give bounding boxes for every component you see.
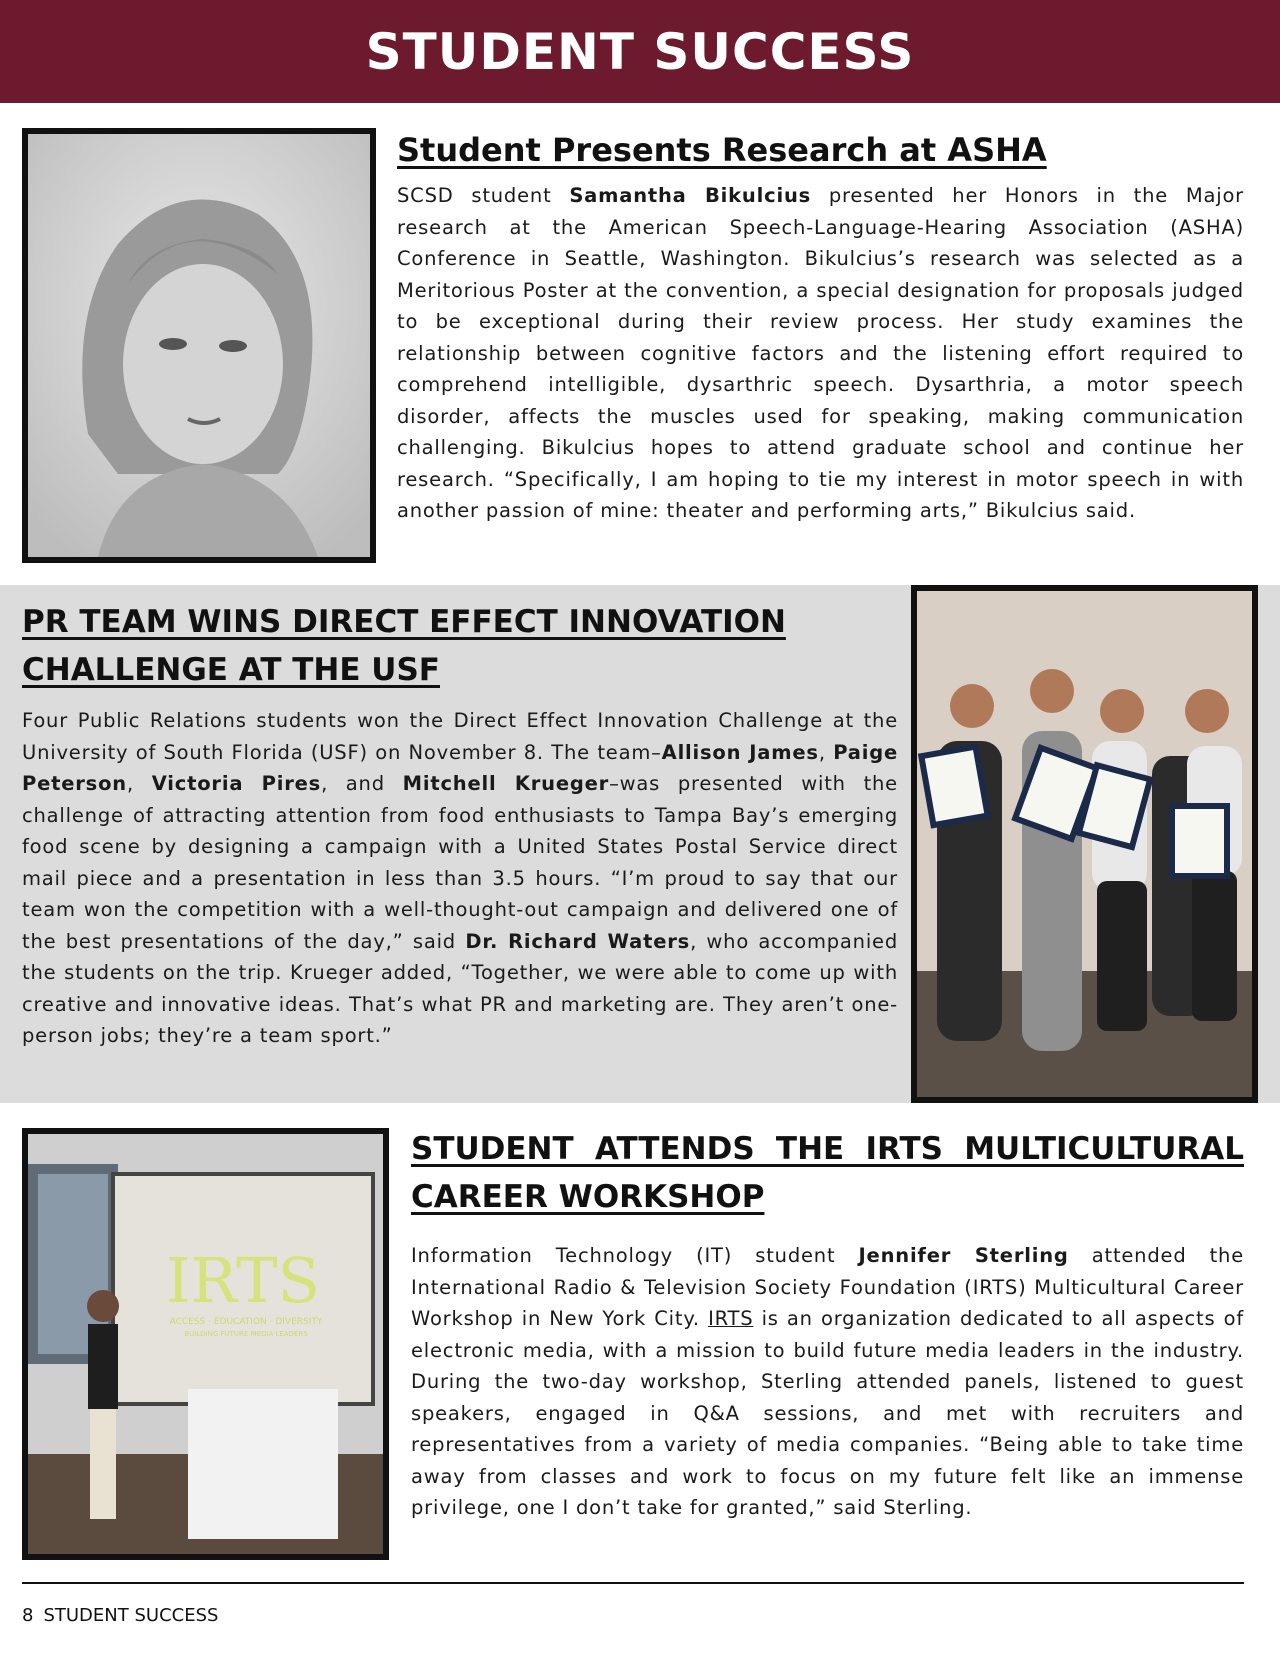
article3-text-3: is an organization dedicated to all aspects of electronic media, with a mission to build future media leaders in the industry. During the two-day workshop, Sterling attended panels, listened to guest speakers, engaged in Q&A sessions, and met with recruiters and representatives from a variety of media companies. “Being able to take time away from classes and work to focus on my future felt like an immense privilege, one I don’t take for granted,” said Sterling. bbox=[411, 1307, 1244, 1519]
article3-text-1: Information Technology (IT) student bbox=[411, 1244, 859, 1267]
article1-body bbox=[397, 180, 1244, 527]
article1-headline: Student Presents Research at ASHA bbox=[397, 131, 1047, 169]
page-footer bbox=[22, 1605, 228, 1626]
article1-text-2: presented her Honors in the Major research at the American Speech-Language-Hearing Association (ASHA) Conference in Seattle, Washington. Bikulcius’s research was selected as a Meritorious Poster at the convention, a special designation for proposals judged to be exceptional during their review process. Her study examines the relationship between cognitive factors and the listening effort required to comprehend intelligible, dysarthric speech. Dysarthria, a motor speech disorder, affects the muscles used for speaking, making communication challenging. Bikulcius hopes to attend graduate school and continue her research. “Specifically, I am hoping to tie my interest in motor speech in with another passion of mine: theater and performing arts,” Bikulcius said. bbox=[397, 184, 1244, 522]
article1-text-1: SCSD student bbox=[397, 184, 570, 207]
section-banner bbox=[0, 0, 1280, 103]
student-name: Paige Peterson bbox=[22, 740, 898, 795]
irts-logo: IRTS bbox=[166, 1244, 320, 1317]
article3-headline-line1: STUDENT ATTENDS THE IRTS MULTICULTURAL bbox=[411, 1131, 1244, 1167]
student-name: Mitchell Krueger bbox=[402, 772, 610, 795]
irts-tagline: ACCESS · EDUCATION · DIVERSITY bbox=[169, 1317, 323, 1327]
article2-headline-line1: PR TEAM WINS DIRECT EFFECT INNOVATION bbox=[22, 604, 786, 640]
student-name: Jennifer Sterling bbox=[858, 1244, 1069, 1267]
article3-headline bbox=[411, 1125, 1244, 1221]
portrait-photo bbox=[22, 128, 376, 563]
student-name: Samantha Bikulcius bbox=[569, 184, 812, 207]
article2-headline-line2: CHALLENGE AT THE USF bbox=[22, 652, 440, 688]
article3-body bbox=[411, 1240, 1244, 1524]
article2-headline bbox=[22, 598, 786, 694]
article3-headline-line2: CAREER WORKSHOP bbox=[411, 1179, 765, 1215]
separator: , bbox=[818, 740, 834, 764]
separator: , and bbox=[321, 772, 403, 795]
irts-subtag: BUILDING FUTURE MEDIA LEADERS bbox=[184, 1330, 308, 1338]
team-photo bbox=[911, 585, 1258, 1103]
article3-text-2: attended the International Radio & Television Society Foundation (IRTS) Multicultural Career Workshop in New York City. bbox=[411, 1244, 1244, 1330]
page-number: 8 bbox=[22, 1605, 34, 1626]
article2-text-2: –was presented with the challenge of attracting attention from food enthusiasts to Tampa Bay’s emerging food scene by designing a campaign with a United States Postal Service direct mail piece and a presentation in less than 3.5 hours. “I’m proud to say that our team won the competition with a well-thought-out campaign and delivered one of the best presentations of the day,” said bbox=[22, 772, 898, 953]
section-title: STUDENT SUCCESS bbox=[365, 22, 915, 81]
student-name: Allison James bbox=[661, 740, 819, 764]
article2-text-3: , who accompanied the students on the trip. Krueger added, “Together, we were able to come up with creative and innovative ideas. That’s what PR and marketing are. They aren’t one-person jobs; they’re a team sport.” bbox=[22, 929, 899, 1047]
footer-section-label: STUDENT SUCCESS bbox=[43, 1605, 219, 1626]
article2-body bbox=[22, 705, 898, 1052]
separator: , bbox=[126, 772, 152, 795]
workshop-photo bbox=[22, 1128, 389, 1560]
faculty-name: Dr. Richard Waters bbox=[465, 929, 691, 953]
article2-text-1: Four Public Relations students won the Direct Effect Innovation Challenge at the University of South Florida (USF) on November 8. The team– bbox=[22, 709, 898, 764]
footer-divider bbox=[22, 1582, 1244, 1584]
student-name: Victoria Pires bbox=[151, 772, 322, 795]
irts-link[interactable]: IRTS bbox=[708, 1307, 754, 1330]
